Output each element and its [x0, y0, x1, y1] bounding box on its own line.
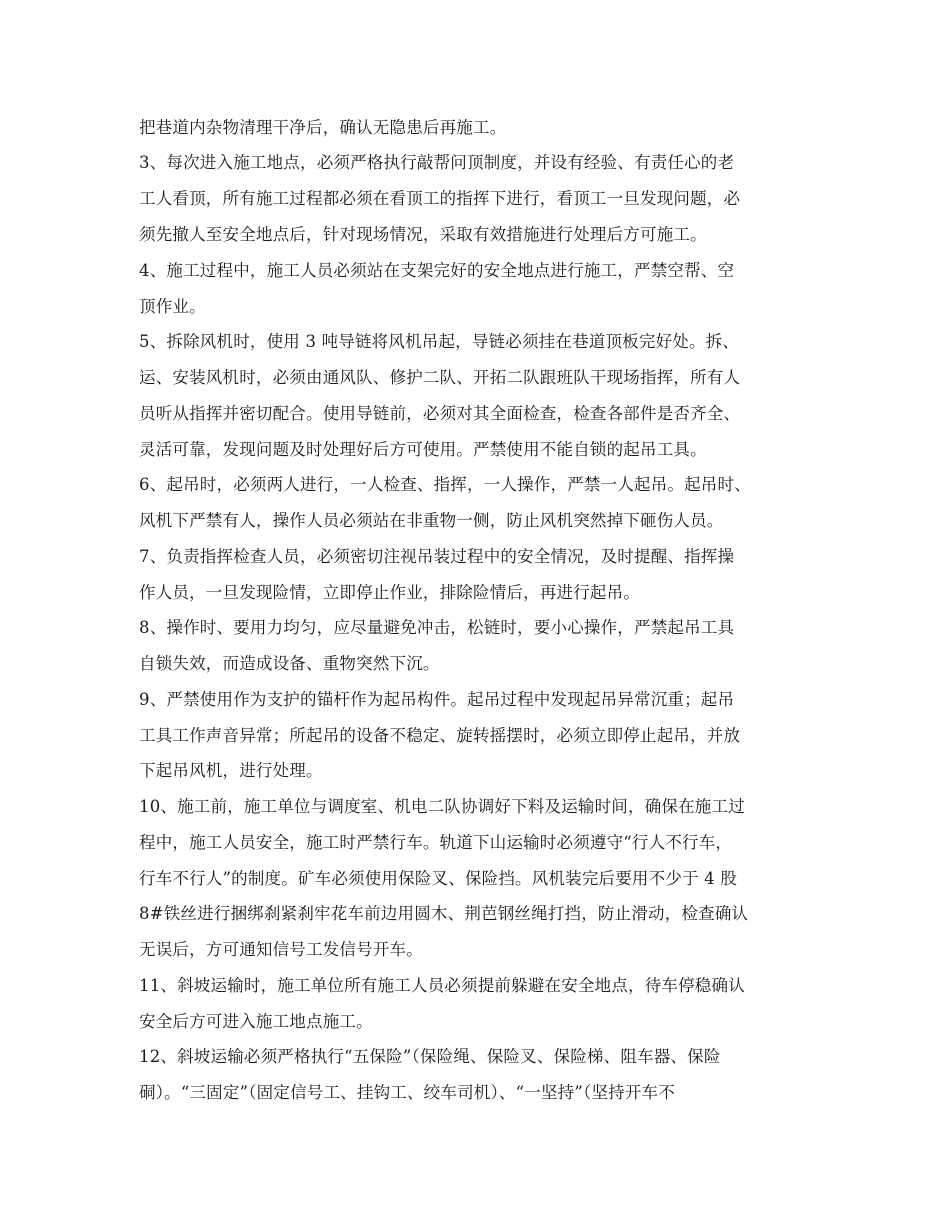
text-line: 9、严禁使用作为支护的锚杆作为起吊构件。起吊过程中发现起吊异常沉重；起吊 [139, 690, 735, 709]
text-line: 3、每次进入施工地点，必须严格执行敲帮问顶制度，并设有经验、有责任心的老 [139, 153, 735, 172]
text-line: 10、施工前，施工单位与调度室、机电二队协调好下料及运输时间，确保在施工过 [139, 797, 745, 816]
text-line: 下起吊风机，进行处理。 [139, 761, 323, 780]
text-line: 8、操作时、要用力均匀，应尽量避免冲击，松链时，要小心操作，严禁起吊工具 [139, 618, 735, 637]
text-line: 行车不行人”的制度。矿车必须使用保险叉、保险挡。风机装完后要用不少于 4 股 [139, 869, 738, 888]
text-line: 把巷道内杂物清理干净后，确认无隐患后再施工。 [139, 118, 507, 137]
text-line: 硐）。“三固定”（固定信号工、挂钩工、绞车司机）、“一坚持”（坚持开车不 [139, 1083, 675, 1102]
text-line: 11、斜坡运输时，施工单位所有施工人员必须提前躲避在安全地点，待车停稳确认 [139, 976, 745, 995]
text-line: 5、拆除风机时，使用 3 吨导链将风机吊起，导链必须挂在巷道顶板完好处。拆、 [139, 332, 740, 351]
text-line: 6、起吊时，必须两人进行，一人检查、指挥，一人操作，严禁一人起吊。起吊时、 [139, 475, 751, 494]
text-line: 工具工作声音异常；所起吊的设备不稳定、旋转摇摆时，必须立即停止起吊，并放 [139, 726, 741, 745]
text-line: 员听从指挥并密切配合。使用导链前，必须对其全面检查，检查各部件是否齐全、 [139, 404, 741, 423]
text-line: 7、负责指挥检查人员，必须密切注视吊装过程中的安全情况，及时提醒、指挥操 [139, 547, 735, 566]
text-line: 须先撤人至安全地点后，针对现场情况，采取有效措施进行处理后方可施工。 [139, 225, 707, 244]
text-line: 安全后方可进入施工地点施工。 [139, 1012, 373, 1031]
text-line: 程中，施工人员安全，施工时严禁行车。轨道下山运输时必须遵守“行人不行车， [139, 833, 733, 852]
text-line: 风机下严禁有人，操作人员必须站在非重物一侧，防止风机突然掉下砸伤人员。 [139, 511, 724, 530]
text-line: 作人员，一旦发现险情，立即停止作业，排除险情后，再进行起吊。 [139, 583, 640, 602]
text-line: 自锁失效，而造成设备、重物突然下沉。 [139, 654, 440, 673]
text-line: 顶作业。 [139, 297, 206, 316]
text-line: 无误后，方可通知信号工发信号开车。 [139, 940, 423, 959]
text-line: 8#铁丝进行捆绑刹紧刹牢花车前边用圆木、荆芭钢丝绳打挡，防止滑动，检查确认 [139, 904, 749, 923]
text-line: 12、斜坡运输必须严格执行“五保险”（保险绳、保险叉、保险梯、阻车器、保险 [139, 1047, 721, 1066]
text-line: 4、施工过程中，施工人员必须站在支架完好的安全地点进行施工，严禁空帮、空 [139, 261, 735, 280]
text-line: 灵活可靠，发现问题及时处理好后方可使用。严禁使用不能自锁的起吊工具。 [139, 440, 707, 459]
text-line: 运、安装风机时，必须由通风队、修护二队、开拓二队跟班队干现场指挥，所有人 [139, 368, 741, 387]
text-line: 工人看顶，所有施工过程都必须在看顶工的指挥下进行，看顶工一旦发现问题，必 [139, 189, 741, 208]
